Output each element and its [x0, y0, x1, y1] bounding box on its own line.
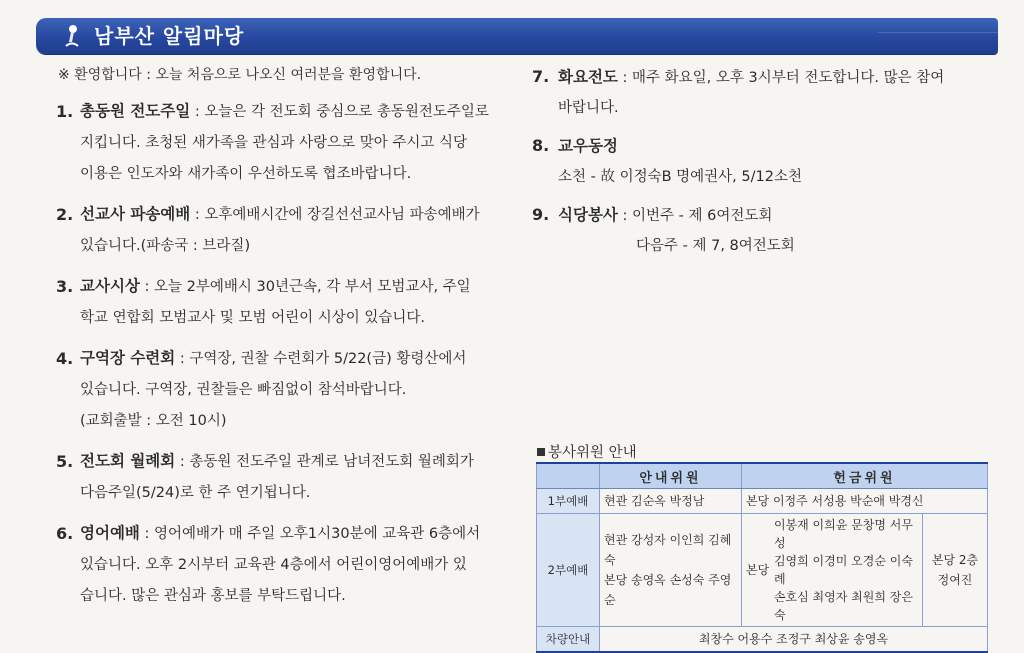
- item-text: 다음주 - 제 7, 8여전도회: [636, 238, 795, 254]
- item-separator: :: [139, 526, 155, 542]
- item-separator: :: [190, 104, 205, 120]
- item-title: 총동원 전도주일: [80, 102, 191, 120]
- table-header-row: [537, 463, 988, 489]
- volunteers-table: [536, 462, 988, 653]
- table-row: [537, 514, 988, 627]
- item-title: 구역장 수련회: [80, 349, 176, 367]
- announcement-item: [56, 446, 526, 509]
- table-row: [537, 627, 988, 653]
- item-text: 다음주일(5/24)로 한 주 연기됩니다.: [80, 485, 311, 501]
- row-label: 2부예배: [537, 514, 600, 627]
- item-number: 6.: [56, 524, 74, 543]
- microphone-icon: [62, 24, 82, 48]
- announcement-item: [532, 200, 1002, 261]
- item-separator: :: [175, 351, 190, 367]
- item-text: 구역장, 권찰 수련회가 5/22(금) 황령산에서: [189, 351, 467, 367]
- item-title: 식당봉사: [558, 206, 618, 224]
- page-title: 남부산 알림마당: [94, 24, 245, 48]
- item-text: 있습니다. 오후 2시부터 교육관 4층에서 어린이영어예배가 있: [80, 557, 467, 573]
- item-title: 영어예배: [80, 524, 140, 542]
- row-label: 차량안내: [537, 627, 600, 653]
- item-number: 8.: [532, 136, 550, 155]
- offering-place: 본당: [741, 514, 770, 627]
- table-row: [537, 489, 988, 514]
- announcement-item: [56, 271, 526, 334]
- item-title: 교사시상: [80, 277, 140, 295]
- welcome-note: ※ 환영합니다 : 오늘 처음으로 나오신 여러분을 환영합니다.: [58, 67, 422, 83]
- column-header: 안내위원: [600, 463, 742, 489]
- item-text: 지킵니다. 초청된 새가족을 관심과 사랑으로 맞아 주시고 식당: [80, 135, 468, 151]
- announcement-item: [56, 96, 526, 190]
- volunteers-heading: 봉사위원 안내: [537, 441, 637, 462]
- item-text: 있습니다.(파송국 : 브라질): [80, 238, 251, 254]
- announcement-item: [56, 518, 526, 612]
- item-title: 선교사 파송예배: [80, 205, 191, 223]
- item-separator: :: [190, 207, 205, 223]
- item-text: 이용은 인도자와 새가족이 우선하도록 협조바랍니다.: [80, 166, 412, 182]
- announcement-item: [532, 62, 1002, 123]
- vehicle-cell: 최창수 어용수 조정구 최상윤 송영옥: [600, 627, 988, 653]
- announcement-item: [56, 199, 526, 262]
- item-number: 2.: [56, 205, 74, 224]
- item-separator: :: [617, 70, 633, 86]
- column-header: 헌금위원: [741, 463, 987, 489]
- announcement-list-right: [532, 62, 1002, 269]
- item-text: 있습니다. 구역장, 권찰들은 빠짐없이 참석바랍니다.: [80, 382, 407, 398]
- header-banner: [36, 18, 998, 54]
- item-separator: :: [175, 454, 190, 470]
- item-text: 이번주 - 제 6여전도회: [632, 208, 773, 224]
- item-number: 7.: [532, 67, 550, 86]
- offering-cell-2f: 본당 2층 정여진: [923, 514, 988, 627]
- item-text: 소천 - 故 이정숙B 명예권사, 5/12소천: [558, 169, 802, 185]
- guide-cell: 현관 강성자 이인희 김혜숙 본당 송영옥 손성숙 주영순: [600, 514, 742, 627]
- announcement-item: [532, 131, 1002, 192]
- announcement-item: [56, 343, 526, 437]
- item-number: 5.: [56, 452, 74, 471]
- item-text: 총동원 전도주일 관계로 남녀전도회 월례회가: [189, 454, 474, 470]
- item-text: 오후예배시간에 장길선선교사님 파송예배가: [204, 207, 480, 223]
- offering-cell: 이봉재 이희윤 문창명 서무성 김영희 이경미 오경순 이숙례 손호심 최영자 최원희 장은숙: [770, 514, 923, 627]
- item-text: (교회출발 : 오전 10시): [80, 413, 227, 429]
- item-text: 바랍니다.: [558, 100, 619, 116]
- item-title: 교우동정: [558, 137, 618, 155]
- item-text: 매주 화요일, 오후 3시부터 전도합니다. 많은 참여: [632, 70, 945, 86]
- item-separator: :: [617, 208, 633, 224]
- square-bullet-icon: [537, 448, 545, 456]
- row-label: 1부예배: [537, 489, 600, 514]
- item-text: 습니다. 많은 관심과 홍보를 부탁드립니다.: [80, 588, 346, 604]
- item-separator: :: [139, 279, 155, 295]
- item-number: 1.: [56, 102, 74, 121]
- item-text: 오늘 2부예배시 30년근속, 각 부서 모범교사, 주일: [154, 279, 471, 295]
- item-number: 4.: [56, 349, 74, 368]
- header-divider: [878, 32, 998, 33]
- item-text: 영어예배가 매 주일 오후1시30분에 교육관 6층에서: [154, 526, 481, 542]
- offering-cell: 본당 이정주 서성용 박순애 박경신: [741, 489, 987, 514]
- item-number: 9.: [532, 205, 550, 224]
- announcement-list-left: [56, 62, 526, 621]
- item-text: 학교 연합회 모범교사 및 모범 어린이 시상이 있습니다.: [80, 310, 426, 326]
- item-number: 3.: [56, 277, 74, 296]
- item-text: 오늘은 각 전도회 중심으로 총동원전도주일로: [204, 104, 489, 120]
- item-title: 전도회 월례회: [80, 452, 176, 470]
- guide-cell: 현관 김순옥 박정남: [600, 489, 742, 514]
- item-title: 화요전도: [558, 68, 618, 86]
